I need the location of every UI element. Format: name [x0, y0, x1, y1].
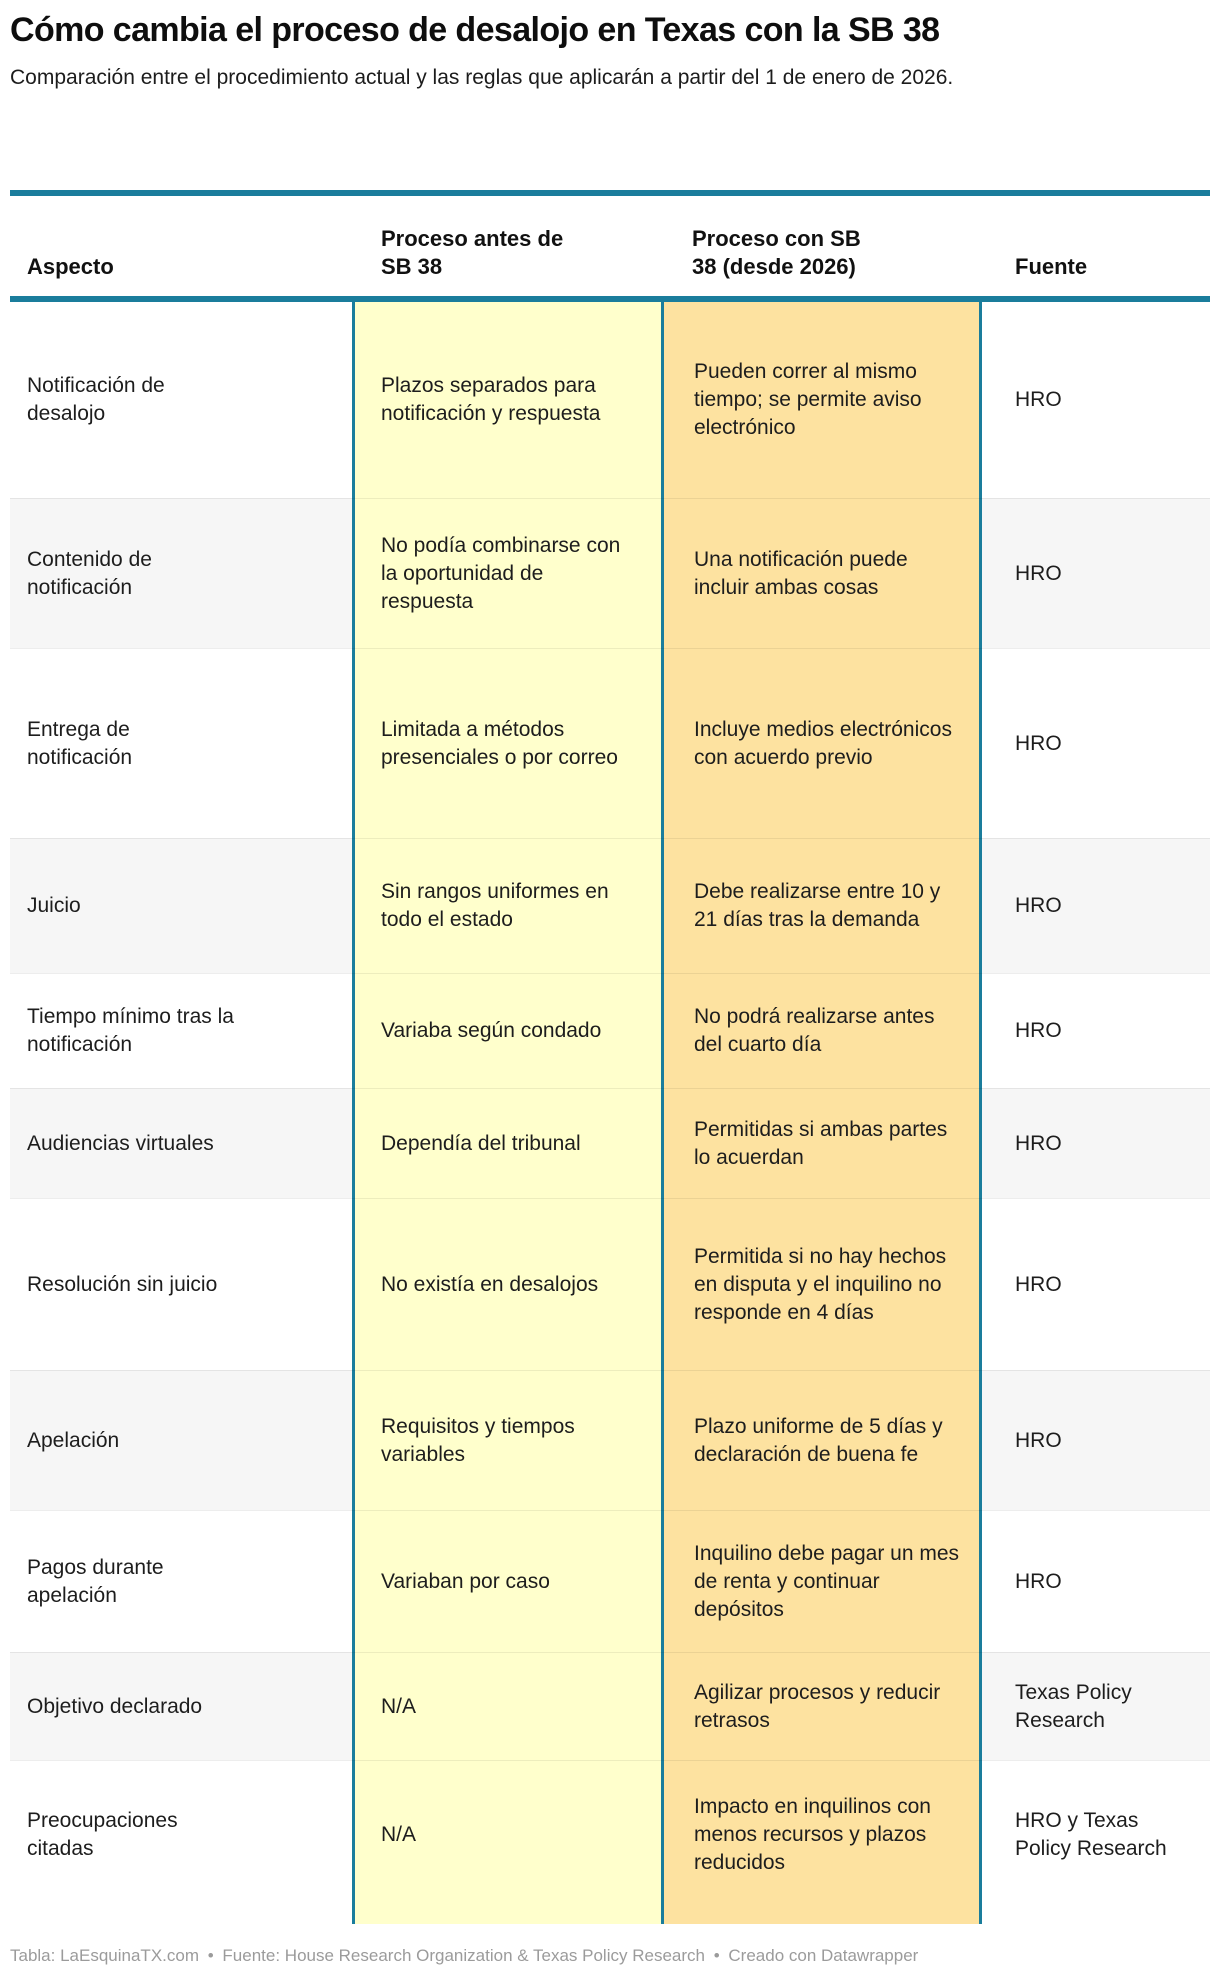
cell-aspecto: Notificación de desalojo	[10, 302, 352, 498]
table-row	[10, 1198, 1210, 1370]
cell-aspecto: Audiencias virtuales	[10, 1088, 352, 1198]
cell-antes: No existía en desalojos	[352, 1198, 661, 1370]
cell-aspecto: Pagos durante apelación	[10, 1510, 352, 1652]
cell-aspecto: Juicio	[10, 838, 352, 973]
table-row	[10, 498, 1210, 648]
cell-antes: Limitada a métodos presenciales o por correo	[352, 648, 661, 838]
cell-con: Inquilino debe pagar un mes de renta y continuar depósitos	[661, 1510, 982, 1652]
cell-fuente: HRO	[982, 838, 1210, 973]
table-row	[10, 648, 1210, 838]
footer-separator: •	[207, 1946, 214, 1965]
cell-antes: Dependía del tribunal	[352, 1088, 661, 1198]
table-row	[10, 302, 1210, 498]
cell-antes: Requisitos y tiempos variables	[352, 1370, 661, 1510]
cell-con: Impacto en inquilinos con menos recursos y plazos reducidos	[661, 1760, 982, 1908]
cell-antes: Variaba según condado	[352, 973, 661, 1088]
cell-aspecto: Resolución sin juicio	[10, 1198, 352, 1370]
table-credit-link[interactable]: Tabla: LaEsquinaTX.com	[10, 1946, 199, 1965]
table-row	[10, 1652, 1210, 1760]
cell-con: Incluye medios electrónicos con acuerdo previo	[661, 648, 982, 838]
cell-aspecto: Contenido de notificación	[10, 498, 352, 648]
cell-fuente: HRO	[982, 1088, 1210, 1198]
cell-fuente: HRO	[982, 648, 1210, 838]
table-rows	[10, 302, 1210, 1908]
table-row	[10, 1088, 1210, 1198]
source-text: Fuente: House Research Organization & Texas Policy Research	[222, 1946, 705, 1965]
cell-aspecto: Objetivo declarado	[10, 1652, 352, 1760]
table-row	[10, 838, 1210, 973]
page-title: Cómo cambia el proceso de desalojo en Texas con la SB 38	[10, 11, 940, 49]
table-body	[10, 302, 1210, 1924]
column-header-fuente: Fuente	[1015, 253, 1088, 279]
cell-fuente: HRO	[982, 1370, 1210, 1510]
cell-antes: Variaban por caso	[352, 1510, 661, 1652]
cell-fuente: HRO	[982, 302, 1210, 498]
cell-con: Una notificación puede incluir ambas cosas	[661, 498, 982, 648]
cell-con: Permitida si no hay hechos en disputa y el inquilino no responde en 4 días	[661, 1198, 982, 1370]
cell-antes: Sin rangos uniformes en todo el estado	[352, 838, 661, 973]
datawrapper-credit-link[interactable]: Creado con Datawrapper	[728, 1946, 919, 1965]
column-header-antes: Proceso antes de SB 38	[381, 226, 564, 279]
cell-antes: N/A	[352, 1652, 661, 1760]
cell-fuente: HRO y Texas Policy Research	[982, 1760, 1210, 1908]
footer-separator: •	[713, 1946, 720, 1965]
cell-con: Permitidas si ambas partes lo acuerdan	[661, 1088, 982, 1198]
cell-con: No podrá realizarse antes del cuarto día	[661, 973, 982, 1088]
table-header-row	[10, 196, 1210, 296]
cell-fuente: Texas Policy Research	[982, 1652, 1210, 1760]
cell-antes: N/A	[352, 1760, 661, 1908]
cell-aspecto: Apelación	[10, 1370, 352, 1510]
comparison-table	[10, 190, 1210, 1924]
cell-con: Plazo uniforme de 5 días y declaración de buena fe	[661, 1370, 982, 1510]
column-header-con: Proceso con SB 38 (desde 2026)	[692, 226, 861, 279]
cell-fuente: HRO	[982, 1198, 1210, 1370]
cell-antes: No podía combinarse con la oportunidad de respuesta	[352, 498, 661, 648]
chart-header	[0, 0, 1220, 190]
column-header-aspecto: Aspecto	[27, 253, 114, 279]
cell-con: Agilizar procesos y reducir retrasos	[661, 1652, 982, 1760]
table-row	[10, 1510, 1210, 1652]
table-row	[10, 973, 1210, 1088]
page-subtitle: Comparación entre el procedimiento actual y las reglas que aplicarán a partir del 1 de enero de 2026.	[10, 66, 954, 90]
cell-con: Pueden correr al mismo tiempo; se permite aviso electrónico	[694, 360, 922, 439]
cell-fuente: HRO	[982, 498, 1210, 648]
cell-con: Debe realizarse entre 10 y 21 días tras la demanda	[661, 838, 982, 973]
cell-aspecto: Tiempo mínimo tras la notificación	[10, 973, 352, 1088]
cell-antes: Plazos separados para notificación y respuesta	[381, 374, 601, 425]
cell-fuente: HRO	[982, 973, 1210, 1088]
cell-aspecto: Preocupaciones citadas	[10, 1760, 352, 1908]
cell-fuente: HRO	[982, 1510, 1210, 1652]
table-row	[10, 1370, 1210, 1510]
table-row	[10, 1760, 1210, 1908]
table-footer	[10, 1944, 1210, 1982]
cell-aspecto: Entrega de notificación	[10, 648, 352, 838]
